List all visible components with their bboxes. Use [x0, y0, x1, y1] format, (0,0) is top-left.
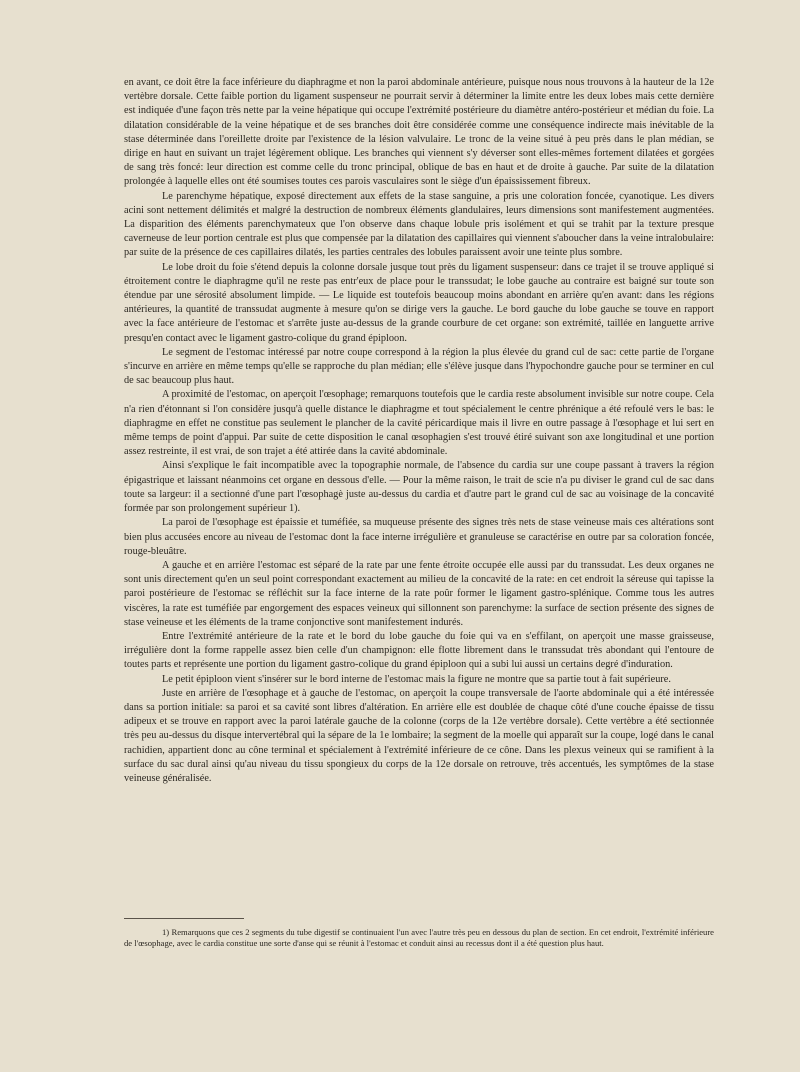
paragraph: Le lobe droit du foie s'étend depuis la colonne dorsale jusque tout près du ligament suspenseur: dans ce trajet il se trouve appliqué si étroitement contre le diaphragme qu'il ne reste pas entr'eux de place pour le transsudat; le lobe gauche au contraire est baigné sur toute son étendue par une sérosité absolument limpide. — Le liquide est toutefois beaucoup moins abondant en arrière qu'en avant: dans les régions antérieures, la quantité de transsudat augmente à mesure qu'on se dirige vers la gauche. Le bord gauche du lobe gauche se touve en rapport avec la face antérieure de l'estomac et s'arrête juste au-dessus de la grande courbure de cet organe: son extrémité, taillée en languette arrive presqu'en contact avec le ligament gastro-colique du grand épiploon.	[124, 261, 714, 344]
paragraph: Juste en arrière de l'œsophage et à gauche de l'estomac, on aperçoit la coupe transversale de l'aorte abdominale qui a été intéressée dans sa portion initiale: sa paroi et sa cavité sont libres d'altération. En arrière elle est doublée de chaque côté d'une couche épaisse de tissu adipeux et se trouve en rapport avec la paroi latérale gauche de la colonne (corps de la 12e vertèbre dorsale). Cette vertèbre a été sectionnée très peu au-dessus du disque intervertébral qui la sépare de la 1e lombaire; la segment de la moelle qui apparaît sur la coupe, logé dans le canal rachidien, appartient donc au cône terminal et spécialement à l'extrémité inférieure de ce cône. Dans les plexus veineux qui se ramifient à la surface du sac dural ainsi qu'au niveau du tissu spongieux du corps de la 12e dorsale on retrouve, très accentués, les symptômes de la stase veineuse généralisée.	[124, 687, 714, 784]
paragraph: Le segment de l'estomac intéressé par notre coupe correspond à la région la plus élevée du grand cul de sac: cette partie de l'organe s'incurve en arrière en même temps qu'elle se rapproche du plan médian; elle s'élève jusque dans l'hypochondre gauche pour se terminer en cul de sac beaucoup plus haut.	[124, 346, 714, 387]
paragraph: A proximité de l'estomac, on aperçoit l'œsophage; remarquons toutefois que le cardia reste absolument invisible sur notre coupe. Cela n'a rien d'étonnant si l'on considère jusqu'à quelle distance le diaphragme et tout spécialement le centre phrénique a été refoulé vers le bas: le diaphragme en effet ne constitue pas seulement le plancher de la cavité péricardique mais il livre en outre passage à l'œsophage et lui sert en même temps de point d'appui. Par suite de cette disposition le canal œsophagien s'est trouvé étiré suivant son axe longitudinal et une portion assez restreinte, il est vrai, de son trajet a été attirée dans la cavité abdominale.	[124, 389, 714, 458]
paragraph: Le petit épiploon vient s'insérer sur le bord interne de l'estomac mais la figure ne montre que sa partie tout à fait supérieure.	[162, 673, 671, 685]
paragraph: Entre l'extrémité antérieure de la rate et le bord du lobe gauche du foie qui va en s'effilant, on aperçoit une masse graisseuse, irrégulière dont la forme rappelle assez bien celle d'un champignon: elle flotte librement dans le transsudat très abondant qui l'entoure de toutes parts et représente une portion du ligament gastro-colique du grand épiploon qui a subi lui aussi un certains degré d'induration.	[124, 630, 714, 671]
paragraph: La paroi de l'œsophage est épaissie et tuméfiée, sa muqueuse présente des signes très nets de stase veineuse mais ces altérations sont bien plus accusées encore au niveau de l'estomac dont la face interne irrégulière et granuleuse se caractérise en outre par sa coloration foncée, rouge-bleuâtre.	[124, 517, 714, 557]
body-text	[124, 76, 714, 786]
footnote	[124, 927, 714, 950]
footnote-text: 1) Remarquons que ces 2 segments du tube digestif se continuaient l'un avec l'autre très peu en dessous du plan de section. En cet endroit, l'extrémité inférieure de l'œsophage, avec le cardia constitue une sorte d'anse qui se réunit à l'estomac et conduit ainsi au recessus dont il a été question plus haut.	[124, 927, 714, 949]
footnote-rule	[124, 918, 244, 919]
paragraph: Ainsi s'explique le fait incompatible avec la topographie normale, de l'absence du cardia sur une coupe passant à travers la région épigastrique et laissant néanmoins cet organe en dessous d'elle. — Pour la même raison, le trait de scie n'a pu diviser le grand cul de sac dans toute sa largeur: il a sectionné d'une part l'œsophagè juste au-dessus du cardia et d'autre part le grand cul de sac au voisinage de la concavité formée par son prolongement supérieur 1).	[124, 460, 714, 515]
paragraph: en avant, ce doit être la face inférieure du diaphragme et non la paroi abdominale antérieure, puisque nous nous trouvons à la hauteur de la 12e vertèbre dorsale. Cette faible portion du ligament suspenseur ne pourrait servir à déterminer la limite entre les deux lobes mais cette dernière est indiquée d'une façon très nette par la veine hépatique qui occupe l'extrémité postérieure du diamètre antéro-postérieur et médian du foie. La dilatation considérable de la veine hépatique et de ses branches doit être considérée comme une conséquence indirecte mais inévitable de la stase déterminée dans l'oreillette droite par l'existence de la lésion valvulaire. Le tronc de la veine situé à peu près dans le plan médian, se dirige en haut en suivant un trajet légèrement oblique. Les branches qui viennent s'y déverser sont elles-mêmes fortement dilatées et gorgées de sang très foncé: leur direction est comme celle du tronc principal, oblique de bas en haut et de droite à gauche. Par suite de la dilatation prolongée à laquelle elles ont été soumises toutes ces parois vasculaires sont le siège d'un épaississement fibreux.	[124, 77, 714, 188]
paragraph: Le parenchyme hépatique, exposé directement aux effets de la stase sanguine, a pris une coloration foncée, cyanotique. Les divers acini sont nettement délimités et malgré la destruction de nombreux éléments glandulaires, leurs dimensions sont manifestement augmentées. La disparition des éléments parenchymateux que l'on observe dans chaque lobule pris isolément et qui se trahit par la texture presque caverneuse de leur portion centrale est plus que compensée par la dilatation des capillaires qui viennent s'aboucher dans la veine intralobulaire: par suite de la présence de ces capillaires dilatés, les parties centrales des lobules paraissent avoir une teinte plus sombre.	[124, 190, 714, 259]
paragraph: A gauche et en arrière l'estomac est séparé de la rate par une fente étroite occupée elle aussi par du transsudat. Les deux organes ne sont unis directement qu'en un seul point correspondant exactement au milieu de la concavité de la rate: en cet endroit la séreuse qui tapisse la paroi postérieure de l'estomac se réfléchit sur la face interne de la rate poûr former le ligament gastro-splénique. Comme tous les autres viscères, la rate est tuméfiée par engorgement des espaces veineux qui sillonnent son parenchyme: la surface de section présente des signes de stase veineuse et les éléments de la trame conjonctive sont manifestement indurés.	[124, 559, 714, 628]
